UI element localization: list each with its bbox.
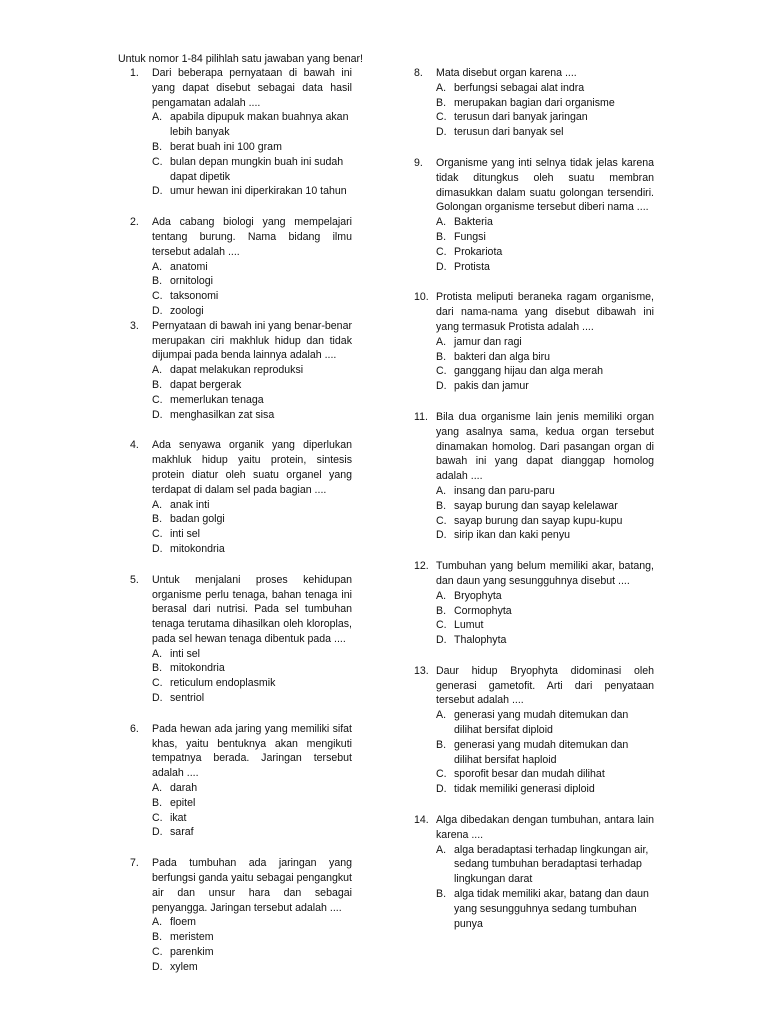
answer-option — [152, 140, 352, 155]
question-number: 1. — [130, 67, 139, 79]
answer-option — [152, 811, 352, 826]
answer-options — [436, 215, 654, 274]
option-letter: A. — [436, 843, 447, 856]
option-letter: D. — [436, 126, 447, 139]
option-text: berat buah ini 100 gram — [170, 140, 282, 153]
question-item — [414, 410, 654, 543]
answer-option — [436, 528, 654, 543]
question-item — [414, 664, 654, 797]
question-item — [130, 856, 352, 974]
answer-option — [152, 110, 352, 140]
answer-option — [436, 738, 654, 768]
option-letter: C. — [152, 528, 163, 541]
option-letter: A. — [436, 709, 447, 722]
option-letter: A. — [152, 111, 163, 124]
option-text: terusun dari banyak sel — [454, 126, 564, 139]
option-text: saraf — [170, 826, 194, 839]
question-text: Organisme yang inti selnya tidak jelas karena tidak ditungkus oleh suatu membran dimasukkan dalam suatu golongan tersendiri. Golongan organisme tersebut diberi nama .... — [436, 156, 654, 214]
option-text: tidak memiliki generasi diploid — [454, 783, 595, 796]
option-letter: C. — [152, 393, 163, 406]
answer-option — [152, 512, 352, 527]
answer-options — [436, 484, 654, 543]
answer-option — [152, 260, 352, 275]
option-letter: B. — [436, 350, 447, 363]
answer-options — [436, 843, 654, 932]
answer-option — [436, 110, 654, 125]
question-text: Mata disebut organ karena .... — [436, 67, 577, 79]
question-text: Protista meliputi beraneka ragam organisme, dari nama-nama yang disebut dibawah ini yang termasuk Protista adalah .... — [436, 291, 654, 333]
option-letter: D. — [152, 185, 163, 198]
option-text: darah — [170, 782, 198, 795]
option-text: zoologi — [170, 304, 204, 317]
answer-options — [152, 915, 352, 974]
option-text: alga beradaptasi terhadap lingkungan air, sedang tumbuhan beradaptasi terhadap lingkungan darat — [454, 843, 649, 886]
option-letter: B. — [152, 275, 163, 288]
question-item — [130, 215, 352, 319]
answer-option — [436, 230, 654, 245]
answer-option — [436, 260, 654, 275]
answer-option — [436, 499, 654, 514]
question-text: Bila dua organisme lain jenis memiliki organ yang asalnya sama, kedua organ tersebut dinamakan homolog. Dari pasangan organ di bawah ini yang dapat dianggap homolog adalah .... — [436, 410, 654, 483]
option-letter: C. — [436, 365, 447, 378]
answer-option — [152, 304, 352, 319]
option-text: menghasilkan zat sisa — [170, 408, 275, 421]
option-text: sporofit besar dan mudah dilihat — [454, 768, 605, 781]
option-letter: A. — [436, 81, 447, 94]
answer-option — [436, 379, 654, 394]
answer-option — [436, 767, 654, 782]
question-text: Pada hewan ada jaring yang memiliki sifat khas, yaitu bentuknya akan mengikuti tempatnya berada. Jaringan tersebut adalah .... — [152, 722, 352, 780]
question-number: 9. — [414, 156, 423, 169]
question-text: Pernyataan di bawah ini yang benar-benar merupakan ciri makhluk hidup dan tidak dijumpai pada benda lainnya adalah .... — [152, 319, 352, 362]
answer-option — [436, 633, 654, 648]
option-letter: D. — [436, 380, 447, 393]
question-item — [414, 813, 654, 931]
answer-options — [152, 260, 352, 319]
answer-option — [152, 825, 352, 840]
option-text: dapat bergerak — [170, 378, 242, 391]
answer-option — [436, 96, 654, 111]
option-text: Protista — [454, 260, 490, 273]
option-text: sayap burung dan sayap kelelawar — [454, 499, 618, 512]
question-text: Tumbuhan yang belum memiliki akar, batang, dan daun yang sesungguhnya disebut .... — [436, 560, 654, 587]
question-text: Ada senyawa organik yang diperlukan makhluk hidup yaitu protein, sintesis protein diatur oleh suatu organel yang terdapat di dalam sel pada bagian .... — [152, 439, 352, 496]
option-letter: A. — [152, 498, 163, 511]
answer-option — [152, 274, 352, 289]
option-text: ganggang hijau dan alga merah — [454, 365, 604, 378]
option-letter: C. — [152, 946, 163, 959]
option-letter: C. — [152, 811, 163, 824]
answer-option — [436, 335, 654, 350]
option-text: Fungsi — [454, 230, 486, 243]
option-text: reticulum endoplasmik — [170, 677, 276, 690]
option-letter: A. — [152, 782, 163, 795]
option-letter: B. — [436, 96, 447, 109]
answer-option — [436, 245, 654, 260]
answer-option — [152, 691, 352, 706]
answer-options — [152, 498, 352, 557]
option-letter: B. — [152, 931, 163, 944]
answer-options — [436, 81, 654, 140]
option-letter: C. — [436, 111, 447, 124]
option-letter: D. — [152, 826, 163, 839]
option-text: generasi yang mudah ditemukan dan dilihat bersifat haploid — [454, 738, 629, 766]
option-letter: C. — [436, 768, 447, 781]
option-text: apabila dipupuk makan buahnya akan lebih banyak — [170, 111, 349, 139]
option-text: Lumut — [454, 619, 484, 632]
option-text: xylem — [170, 960, 198, 973]
option-text: merupakan bagian dari organisme — [454, 96, 615, 109]
option-text: sirip ikan dan kaki penyu — [454, 529, 571, 542]
question-item — [414, 559, 654, 648]
question-number: 2. — [130, 216, 139, 229]
option-letter: B. — [436, 230, 447, 243]
question-number: 5. — [130, 573, 139, 586]
option-text: memerlukan tenaga — [170, 393, 264, 406]
question-number: 10. — [414, 291, 429, 304]
question-text: Dari beberapa pernyataan di bawah ini yang dapat disebut sebagai data hasil pengamatan adalah .... — [152, 67, 352, 109]
answer-option — [152, 393, 352, 408]
option-letter: B. — [152, 378, 163, 391]
question-number: 8. — [414, 67, 423, 79]
option-text: epitel — [170, 796, 196, 809]
option-text: Bryophyta — [454, 589, 502, 602]
option-letter: C. — [152, 290, 163, 303]
option-text: ikat — [170, 811, 187, 824]
question-item — [130, 66, 352, 199]
answer-option — [152, 781, 352, 796]
question-text: Daur hidup Bryophyta didominasi oleh generasi gametofit. Arti dari penyataan tersebut adalah .... — [436, 664, 654, 707]
option-text: sayap burung dan sayap kupu-kupu — [454, 514, 623, 527]
option-letter: B. — [436, 499, 447, 512]
answer-option — [436, 887, 654, 931]
question-item — [414, 66, 654, 140]
option-letter: B. — [152, 513, 163, 526]
option-letter: D. — [436, 529, 447, 542]
option-letter: C. — [152, 677, 163, 690]
answer-option — [152, 408, 352, 423]
option-text: alga tidak memiliki akar, batang dan daun yang sesungguhnya sedang tumbuhan punya — [454, 888, 649, 930]
question-item — [414, 290, 654, 394]
option-letter: B. — [152, 140, 163, 153]
answer-option — [436, 708, 654, 738]
option-text: umur hewan ini diperkirakan 10 tahun — [170, 185, 347, 198]
option-letter: A. — [436, 335, 447, 348]
option-letter: D. — [152, 542, 163, 555]
answer-option — [152, 363, 352, 378]
answer-option — [152, 915, 352, 930]
option-text: berfungsi sebagai alat indra — [454, 81, 585, 94]
answer-option — [436, 589, 654, 604]
option-text: insang dan paru-paru — [454, 484, 555, 497]
answer-option — [152, 960, 352, 975]
answer-option — [152, 542, 352, 557]
option-text: bulan depan mungkin buah ini sudah dapat dipetik — [170, 155, 344, 183]
option-letter: C. — [436, 514, 447, 527]
option-text: anatomi — [170, 260, 208, 273]
option-text: sentriol — [170, 692, 205, 705]
option-letter: C. — [152, 155, 163, 168]
option-text: floem — [170, 916, 196, 929]
option-text: mitokondria — [170, 542, 225, 555]
option-letter: D. — [436, 634, 447, 647]
question-text: Untuk menjalani proses kehidupan organisme perlu tenaga, bahan tenaga ini berasal dari nutrisi. Pada sel tumbuhan tenaga terutama dihasilkan oleh kloroplas, pada sel hewan tenaga dibentuk pada .... — [152, 573, 352, 645]
option-text: taksonomi — [170, 290, 219, 303]
option-text: Prokariota — [454, 245, 503, 258]
answer-options — [152, 647, 352, 706]
question-item — [414, 156, 654, 274]
option-letter: A. — [152, 260, 163, 273]
option-letter: C. — [436, 619, 447, 632]
option-text: pakis dan jamur — [454, 380, 529, 393]
question-number: 3. — [130, 319, 139, 332]
option-letter: A. — [152, 647, 163, 660]
option-letter: A. — [436, 216, 447, 229]
question-number: 14. — [414, 814, 429, 827]
option-letter: B. — [152, 796, 163, 809]
answer-option — [152, 155, 352, 185]
answer-options — [436, 589, 654, 648]
question-column-right — [414, 66, 654, 931]
answer-option — [152, 184, 352, 199]
option-letter: A. — [152, 916, 163, 929]
question-number: 6. — [130, 722, 139, 735]
option-letter: B. — [436, 738, 447, 751]
answer-option — [152, 661, 352, 676]
answer-option — [436, 782, 654, 797]
option-text: dapat melakukan reproduksi — [170, 364, 304, 377]
option-text: bakteri dan alga biru — [454, 350, 550, 363]
option-text: meristem — [170, 931, 214, 944]
option-text: inti sel — [170, 647, 201, 660]
option-text: inti sel — [170, 528, 201, 541]
option-text: terusun dari banyak jaringan — [454, 111, 588, 124]
answer-option — [152, 498, 352, 513]
answer-option — [436, 81, 654, 96]
option-letter: D. — [436, 783, 447, 796]
answer-option — [152, 945, 352, 960]
question-number: 13. — [414, 664, 429, 677]
option-letter: A. — [436, 484, 447, 497]
answer-option — [436, 843, 654, 887]
option-text: mitokondria — [170, 662, 225, 675]
answer-option — [436, 484, 654, 499]
answer-options — [152, 363, 352, 422]
option-letter: B. — [152, 662, 163, 675]
option-letter: B. — [436, 888, 447, 901]
instruction-heading: Untuk nomor 1-84 pilihlah satu jawaban yang benar! — [118, 53, 363, 65]
answer-option — [436, 215, 654, 230]
option-letter: A. — [152, 364, 163, 377]
option-text: Cormophyta — [454, 604, 512, 617]
option-letter: C. — [436, 245, 447, 258]
option-letter: D. — [152, 408, 163, 421]
answer-option — [436, 364, 654, 379]
answer-option — [152, 647, 352, 662]
question-column-left — [130, 66, 352, 975]
question-number: 12. — [414, 560, 429, 573]
option-text: jamur dan ragi — [454, 335, 522, 348]
option-letter: D. — [152, 960, 163, 973]
option-text: parenkim — [170, 946, 214, 959]
question-item — [130, 319, 352, 423]
option-text: Bakteria — [454, 216, 493, 229]
option-text: generasi yang mudah ditemukan dan dilihat bersifat diploid — [454, 709, 629, 737]
answer-option — [436, 350, 654, 365]
answer-options — [152, 110, 352, 199]
question-number: 11. — [414, 410, 428, 423]
option-letter: D. — [152, 304, 163, 317]
answer-option — [152, 796, 352, 811]
answer-options — [152, 781, 352, 840]
answer-options — [436, 335, 654, 394]
question-number: 7. — [130, 857, 139, 870]
question-text: Alga dibedakan dengan tumbuhan, antara lain karena .... — [436, 814, 654, 841]
option-letter: A. — [436, 589, 447, 602]
answer-option — [152, 378, 352, 393]
question-item — [130, 722, 352, 840]
answer-options — [436, 708, 654, 797]
answer-option — [436, 125, 654, 140]
question-text: Pada tumbuhan ada jaringan yang berfungsi ganda yaitu sebagai pengangkut air dan unsur hara dan sebagai penyangga. Jaringan tersebut adalah .... — [152, 857, 352, 914]
option-letter: D. — [152, 692, 163, 705]
option-letter: D. — [436, 260, 447, 273]
option-text: badan golgi — [170, 513, 225, 526]
answer-option — [436, 618, 654, 633]
question-item — [130, 438, 352, 556]
answer-option — [152, 930, 352, 945]
answer-option — [152, 676, 352, 691]
option-text: anak inti — [170, 498, 210, 511]
question-number: 4. — [130, 439, 139, 452]
option-text: ornitologi — [170, 275, 213, 288]
question-text: Ada cabang biologi yang mempelajari tentang burung. Nama bidang ilmu tersebut adalah .... — [152, 216, 352, 258]
answer-option — [436, 514, 654, 529]
answer-option — [436, 604, 654, 619]
question-item — [130, 573, 352, 706]
answer-option — [152, 289, 352, 304]
answer-option — [152, 527, 352, 542]
option-text: Thalophyta — [454, 634, 507, 647]
option-letter: B. — [436, 604, 447, 617]
